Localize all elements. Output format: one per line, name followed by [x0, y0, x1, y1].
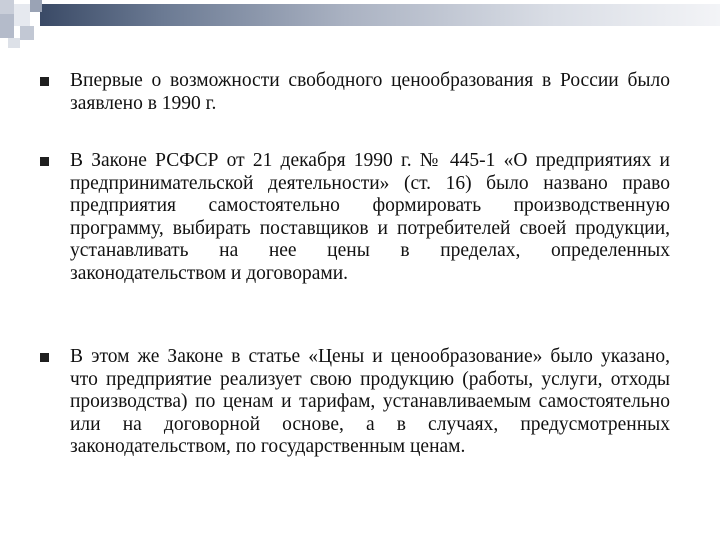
decorative-square: [30, 0, 42, 12]
square-bullet-icon: [40, 157, 49, 166]
bullet-text: В Законе РСФСР от 21 декабря 1990 г. № 445-1 «О предприятиях и предпринимательской деятельности» (ст. 16) было названо право предприятия самостоятельно формировать производственную программу, выбирать поставщиков и потребителей своей продукции, устанавливать на нее цены в пределах, определенных законодательством и договорами.: [70, 150, 670, 284]
header-decoration: [0, 0, 720, 50]
bullet-item: [40, 346, 670, 459]
header-gradient-band: [40, 4, 720, 26]
decorative-square: [8, 38, 20, 48]
decorative-square: [20, 26, 34, 40]
bullet-text: Впервые о возможности свободного ценообразования в России было заявлено в 1990 г.: [70, 70, 670, 114]
decorative-square: [0, 0, 14, 14]
bullet-item: [40, 150, 670, 285]
decorative-square: [0, 14, 14, 38]
bullet-item: [40, 70, 670, 115]
square-bullet-icon: [40, 77, 49, 86]
decorative-square: [14, 4, 30, 26]
bullet-text: В этом же Законе в статье «Цены и ценообразование» было указано, что предприятие реализует свою продукцию (работы, услуги, отходы производства) по ценам и тарифам, устанавливаемым самостоятельно или на договорной основе, а в случаях, предусмотренных законодательством, по государственным ценам.: [70, 346, 670, 457]
square-bullet-icon: [40, 353, 49, 362]
